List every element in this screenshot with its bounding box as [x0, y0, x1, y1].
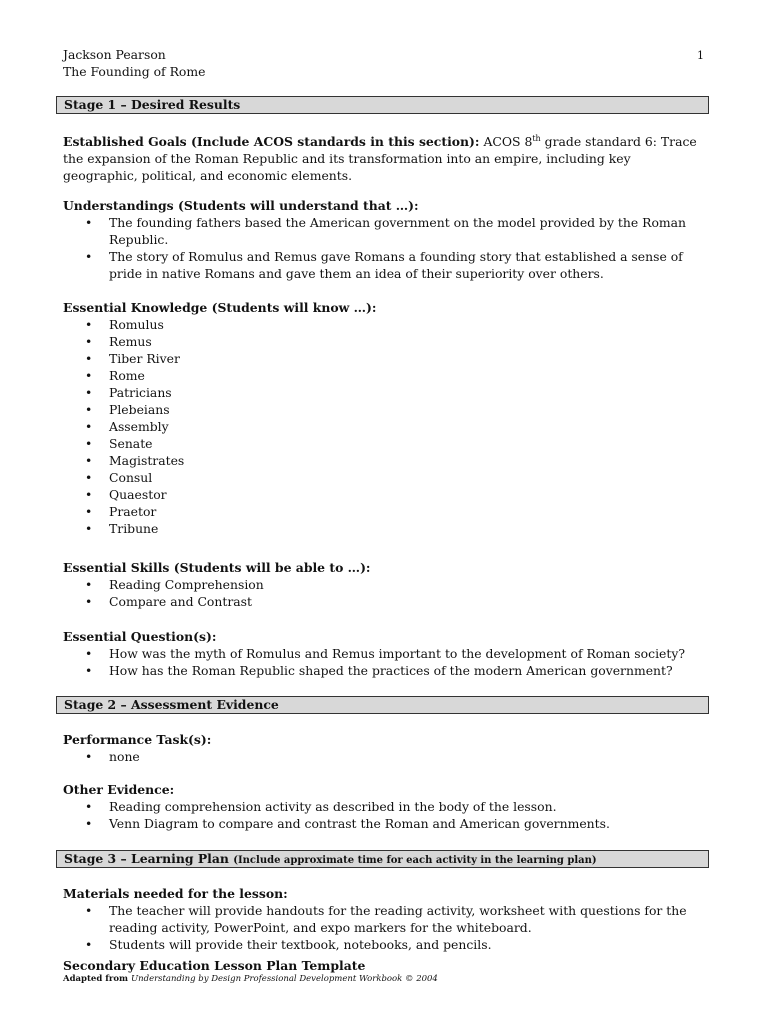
goals-superscript: th — [532, 134, 541, 143]
stage1-heading: Stage 1 – Desired Results — [56, 96, 709, 114]
list-item: • Venn Diagram to compare and contrast the Roman and American governments. — [63, 815, 703, 832]
list-item: • The founding fathers based the American government on the model provided by the Roman Republic. — [63, 214, 703, 248]
knowledge-section — [63, 299, 703, 537]
questions-section — [63, 628, 703, 679]
performance-label: Performance Task(s): — [63, 732, 212, 747]
materials-section — [63, 885, 703, 953]
list-item: • Reading comprehension activity as described in the body of the lesson. — [63, 798, 703, 815]
skills-label: Essential Skills (Students will be able to …): — [63, 560, 371, 575]
list-item: • How was the myth of Romulus and Remus important to the development of Roman society? — [63, 645, 703, 662]
adapted-source: Understanding by Design Professional Development Workbook © 2004 — [130, 974, 438, 984]
list-item: • Remus — [63, 333, 703, 350]
knowledge-label: Essential Knowledge (Students will know …): — [63, 300, 377, 315]
other-evidence-section — [63, 781, 703, 832]
goals-label: Established Goals (Include ACOS standards in this section): — [63, 134, 480, 150]
list-item: • Students will provide their textbook, notebooks, and pencils. — [63, 936, 703, 953]
skills-list — [63, 576, 703, 610]
stage2-heading: Stage 2 – Assessment Evidence — [56, 696, 709, 714]
list-item: • How has the Roman Republic shaped the practices of the modern American government? — [63, 662, 703, 679]
questions-list — [63, 645, 703, 679]
stage3-heading — [56, 850, 709, 868]
other-evidence-list — [63, 798, 703, 832]
goals-text-line1: grade standard 6: Trace the — [63, 134, 697, 167]
established-goals — [63, 130, 703, 184]
list-item: • Praetor — [63, 503, 703, 520]
footer-title: Secondary Education Lesson Plan Template — [63, 958, 366, 973]
footer-attribution — [63, 974, 438, 985]
lesson-title: The Founding of Rome — [63, 64, 206, 79]
list-item: • Tiber River — [63, 350, 703, 367]
understandings-list — [63, 214, 703, 282]
list-item: • The teacher will provide handouts for the reading activity, worksheet with questions for the reading activity, PowerPoint, and expo markers for the whiteboard. — [63, 902, 703, 936]
other-evidence-label: Other Evidence: — [63, 782, 175, 797]
materials-list — [63, 902, 703, 953]
list-item: • Assembly — [63, 418, 703, 435]
stage3-title: Stage 3 – Learning Plan — [64, 851, 229, 866]
list-item: • Rome — [63, 367, 703, 384]
list-item: • none — [63, 748, 703, 765]
knowledge-list — [63, 316, 703, 537]
goals-text-rest: expansion of the Roman Republic and its transformation into an empire, including key geographic, political, and economic elements. — [63, 151, 631, 184]
list-item: • Romulus — [63, 316, 703, 333]
list-item: • Reading Comprehension — [63, 576, 703, 593]
page-number: 1 — [697, 49, 704, 62]
materials-label: Materials needed for the lesson: — [63, 886, 288, 901]
list-item: • Senate — [63, 435, 703, 452]
list-item: • Compare and Contrast — [63, 593, 703, 610]
list-item: • Patricians — [63, 384, 703, 401]
list-item: • Quaestor — [63, 486, 703, 503]
performance-section — [63, 731, 703, 765]
list-item: • Plebeians — [63, 401, 703, 418]
list-item: • The story of Romulus and Remus gave Romans a founding story that established a sense of pride in native Romans and gave them an idea of their superiority over others. — [63, 248, 703, 282]
list-item: • Magistrates — [63, 452, 703, 469]
author-name: Jackson Pearson — [63, 47, 166, 62]
performance-list — [63, 748, 703, 765]
document-header — [63, 46, 205, 80]
adapted-prefix: Adapted from — [63, 974, 131, 984]
skills-section — [63, 559, 703, 610]
understandings-label: Understandings (Students will understand that …): — [63, 198, 419, 213]
list-item: • Consul — [63, 469, 703, 486]
goals-text-prefix: ACOS 8 — [479, 134, 533, 150]
list-item: • Tribune — [63, 520, 703, 537]
questions-label: Essential Question(s): — [63, 629, 217, 644]
stage3-note: (Include approximate time for each activity in the learning plan) — [233, 855, 597, 866]
understandings-section — [63, 197, 703, 282]
